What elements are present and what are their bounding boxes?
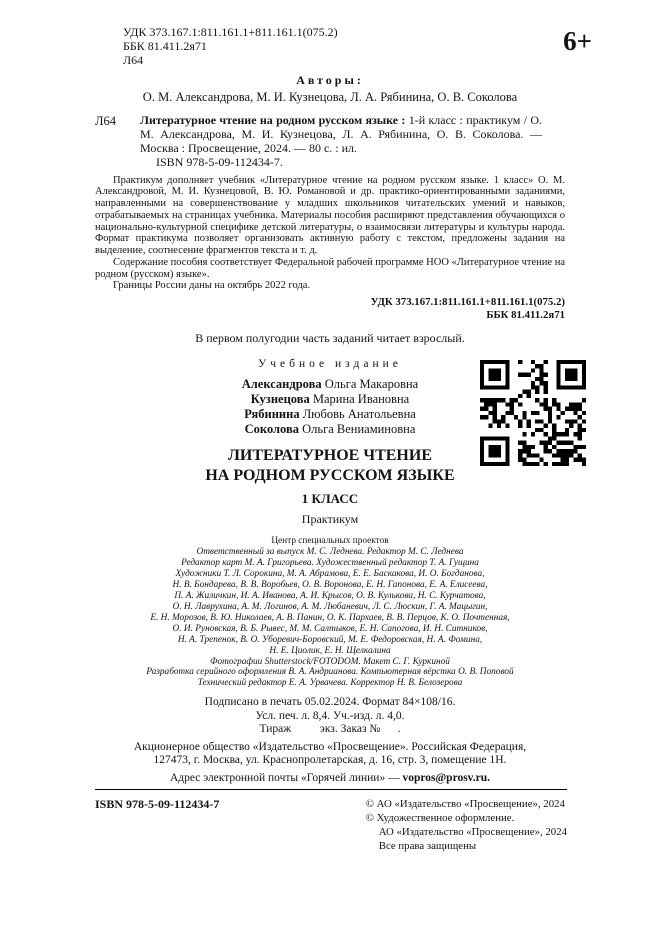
credits-line: О. Н. Лаврухина, А. М. Логинов, А. М. Любаневич, Л. С. Люскин, Г. А. Мацыгин, [172,601,488,612]
age-rating-badge: 6+ [563,26,592,56]
book-title: ЛИТЕРАТУРНОЕ ЧТЕНИЕ НА РОДНОМ РУССКОМ ЯЗЫКЕ [205,447,455,484]
credits-line: Технический редактор Е. А. Урвачева. Корректор Н. В. Белозерова [197,678,463,689]
publisher-block [95,741,565,767]
imprint-line: Тираж экз. Заказ № . [259,722,401,735]
credits-line: Н. В. Бондарева, В. В. Воробьев, О. В. Воронова, Е. Н. Гапонова, Е. А. Елисеева, [172,579,488,590]
adult-reading-note: В первом полугодии часть заданий читает взрослый. [195,331,465,346]
credits-line: Разработка серийного оформления В. А. Андрианова. Компьютерная вёрстка О. В. Поповой [146,667,514,678]
credits-line: Редактор карт М. А. Григорьева. Художественный редактор Т. А. Гущина [181,557,479,568]
authors-line: О. М. Александрова, М. И. Кузнецова, Л. А. Рябинина, О. В. Соколова [142,90,518,105]
author-fullname: Рябинина Любовь Анатольевна [244,407,416,422]
edition-subtitle: Практикум [301,511,359,526]
author-fullname: Кузнецова Марина Ивановна [250,392,410,407]
annotation-paragraph: Практикум дополняет учебник «Литературное чтение на родном русском языке. 1 класс» О. М. Александровой, М. И. Кузнецовой, В. Ю. Романовой и др. практико-ориентированными заданиями, направленными на совершенствование у младших школьников читательских умений и навыков, отрабатываемых на страницах учебника. Материалы пособия расширяют представления обучающихся о национально-культурной специфике детской литературы, о взаимосвязи литературы и культуры народа. Формат практикума позволяет организовать активную работу с текстом, предложены задания на выделение, соотнесение фрагментов текста и т. д. [95,174,565,257]
copyright-line: Все права защищены [378,840,477,853]
bib-entry-code: Л64 [95,114,116,129]
edition-type-heading: Учебное издание [258,358,402,371]
copyright-block [366,797,567,853]
author-fullname: Александрова Ольга Макаровна [241,377,419,392]
publisher-line: Акционерное общество «Издательство «Просвещение». Российская Федерация, [133,741,527,754]
book-code: Л64 [123,52,144,67]
grade-label: 1 КЛАСС [301,490,359,506]
footer [95,789,567,853]
bbk-code-right: ББК 81.411.2я71 [486,308,565,321]
credits-block [95,536,565,690]
credits-line: Н. А. Трепенок, В. О. Уборевич-Боровский, М. Е. Федоровская, Н. А. Фомина, [177,634,483,645]
bbk-code: ББК 81.411.2я71 [123,38,207,53]
copyright-line: АО «Издательство «Просвещение», 2024 [378,826,567,839]
annotation-paragraph: Содержание пособия соответствует Федеральной рабочей программе НОО «Литературное чтение на родном (русском) языке». [95,256,565,280]
qr-code [480,360,586,466]
credits-line: Ответственный за выпуск М. С. Леднева. Редактор М. С. Леднева [196,546,464,557]
credits-line: Н. Е. Циолик, Е. Н. Щелкалина [269,645,391,656]
classification-block [123,26,565,67]
publisher-line: 127473, г. Москва, ул. Краснопролетарская, д. 16, стр. 3, помещение 1Н. [153,754,507,767]
credits-line: Е. Н. Морозов, В. Ю. Николаев, А. В. Панин, О. К. Пархаев, В. В. Перцов, К. О. Почтенная, [150,612,510,623]
copyright-line: © АО «Издательство «Просвещение», 2024 [365,798,565,810]
annotation [95,175,565,293]
credits-line: Художники Т. Л. Сорокина, М. А. Абрамова, Е. Е. Баскакова, И. О. Богданова, [175,568,485,579]
author-fullname: Соколова Ольга Вениаминовна [244,422,416,437]
bib-description: Литературное чтение на родном русском языке : 1-й класс : практикум / О. М. Александрова, М. И. Кузнецова, Л. А. Рябинина, О. В. Соколова. — Москва : Просвещение, 2024. — 80 с. : ил. [140,113,543,156]
imprint-line: Усл. печ. л. 8,4. Уч.-изд. л. 4,0. [255,709,405,722]
credits-line: Центр специальных проектов [271,535,389,546]
bibliographic-entry [95,113,565,169]
udk-code-right: УДК 373.167.1:811.161.1+811.161.1(075.2) [370,296,565,309]
credits-line: П. А. Жиличкин, И. А. Иванова, А. И. Крысов, О. В. Кулькова, Н. С. Курчатова, [174,590,486,601]
email-address: vopros@prosv.ru. [402,771,491,784]
credits-line: Фотографии Shutterstock/FOTODOM. Макет С. Г. Куркиной [210,656,450,667]
bib-isbn: ISBN 978-5-09-112434-7. [156,155,283,170]
annotation-paragraph: Границы России даны на октябрь 2022 года. [113,280,311,292]
email-line: Адрес электронной почты «Горячей линии» — vopros@prosv.ru. [169,771,491,784]
authors-heading: Авторы: [296,73,364,88]
imprint-line: Подписано в печать 05.02.2024. Формат 84×108/16. [204,696,456,709]
isbn-bottom: ISBN 978-5-09-112434-7 [95,797,220,811]
copyright-line: © Художественное оформление. [365,812,515,825]
credits-line: О. И. Руновская, В. Б. Рывес, М. М. Салтыков, Е. Н. Сапогова, И. Н. Ситников, [172,623,488,634]
udk-code: УДК 373.167.1:811.161.1+811.161.1(075.2) [123,25,338,39]
print-imprint [95,696,565,736]
bib-title: Литературное чтение на родном русском языке : [140,113,406,128]
classification-right [95,296,565,321]
